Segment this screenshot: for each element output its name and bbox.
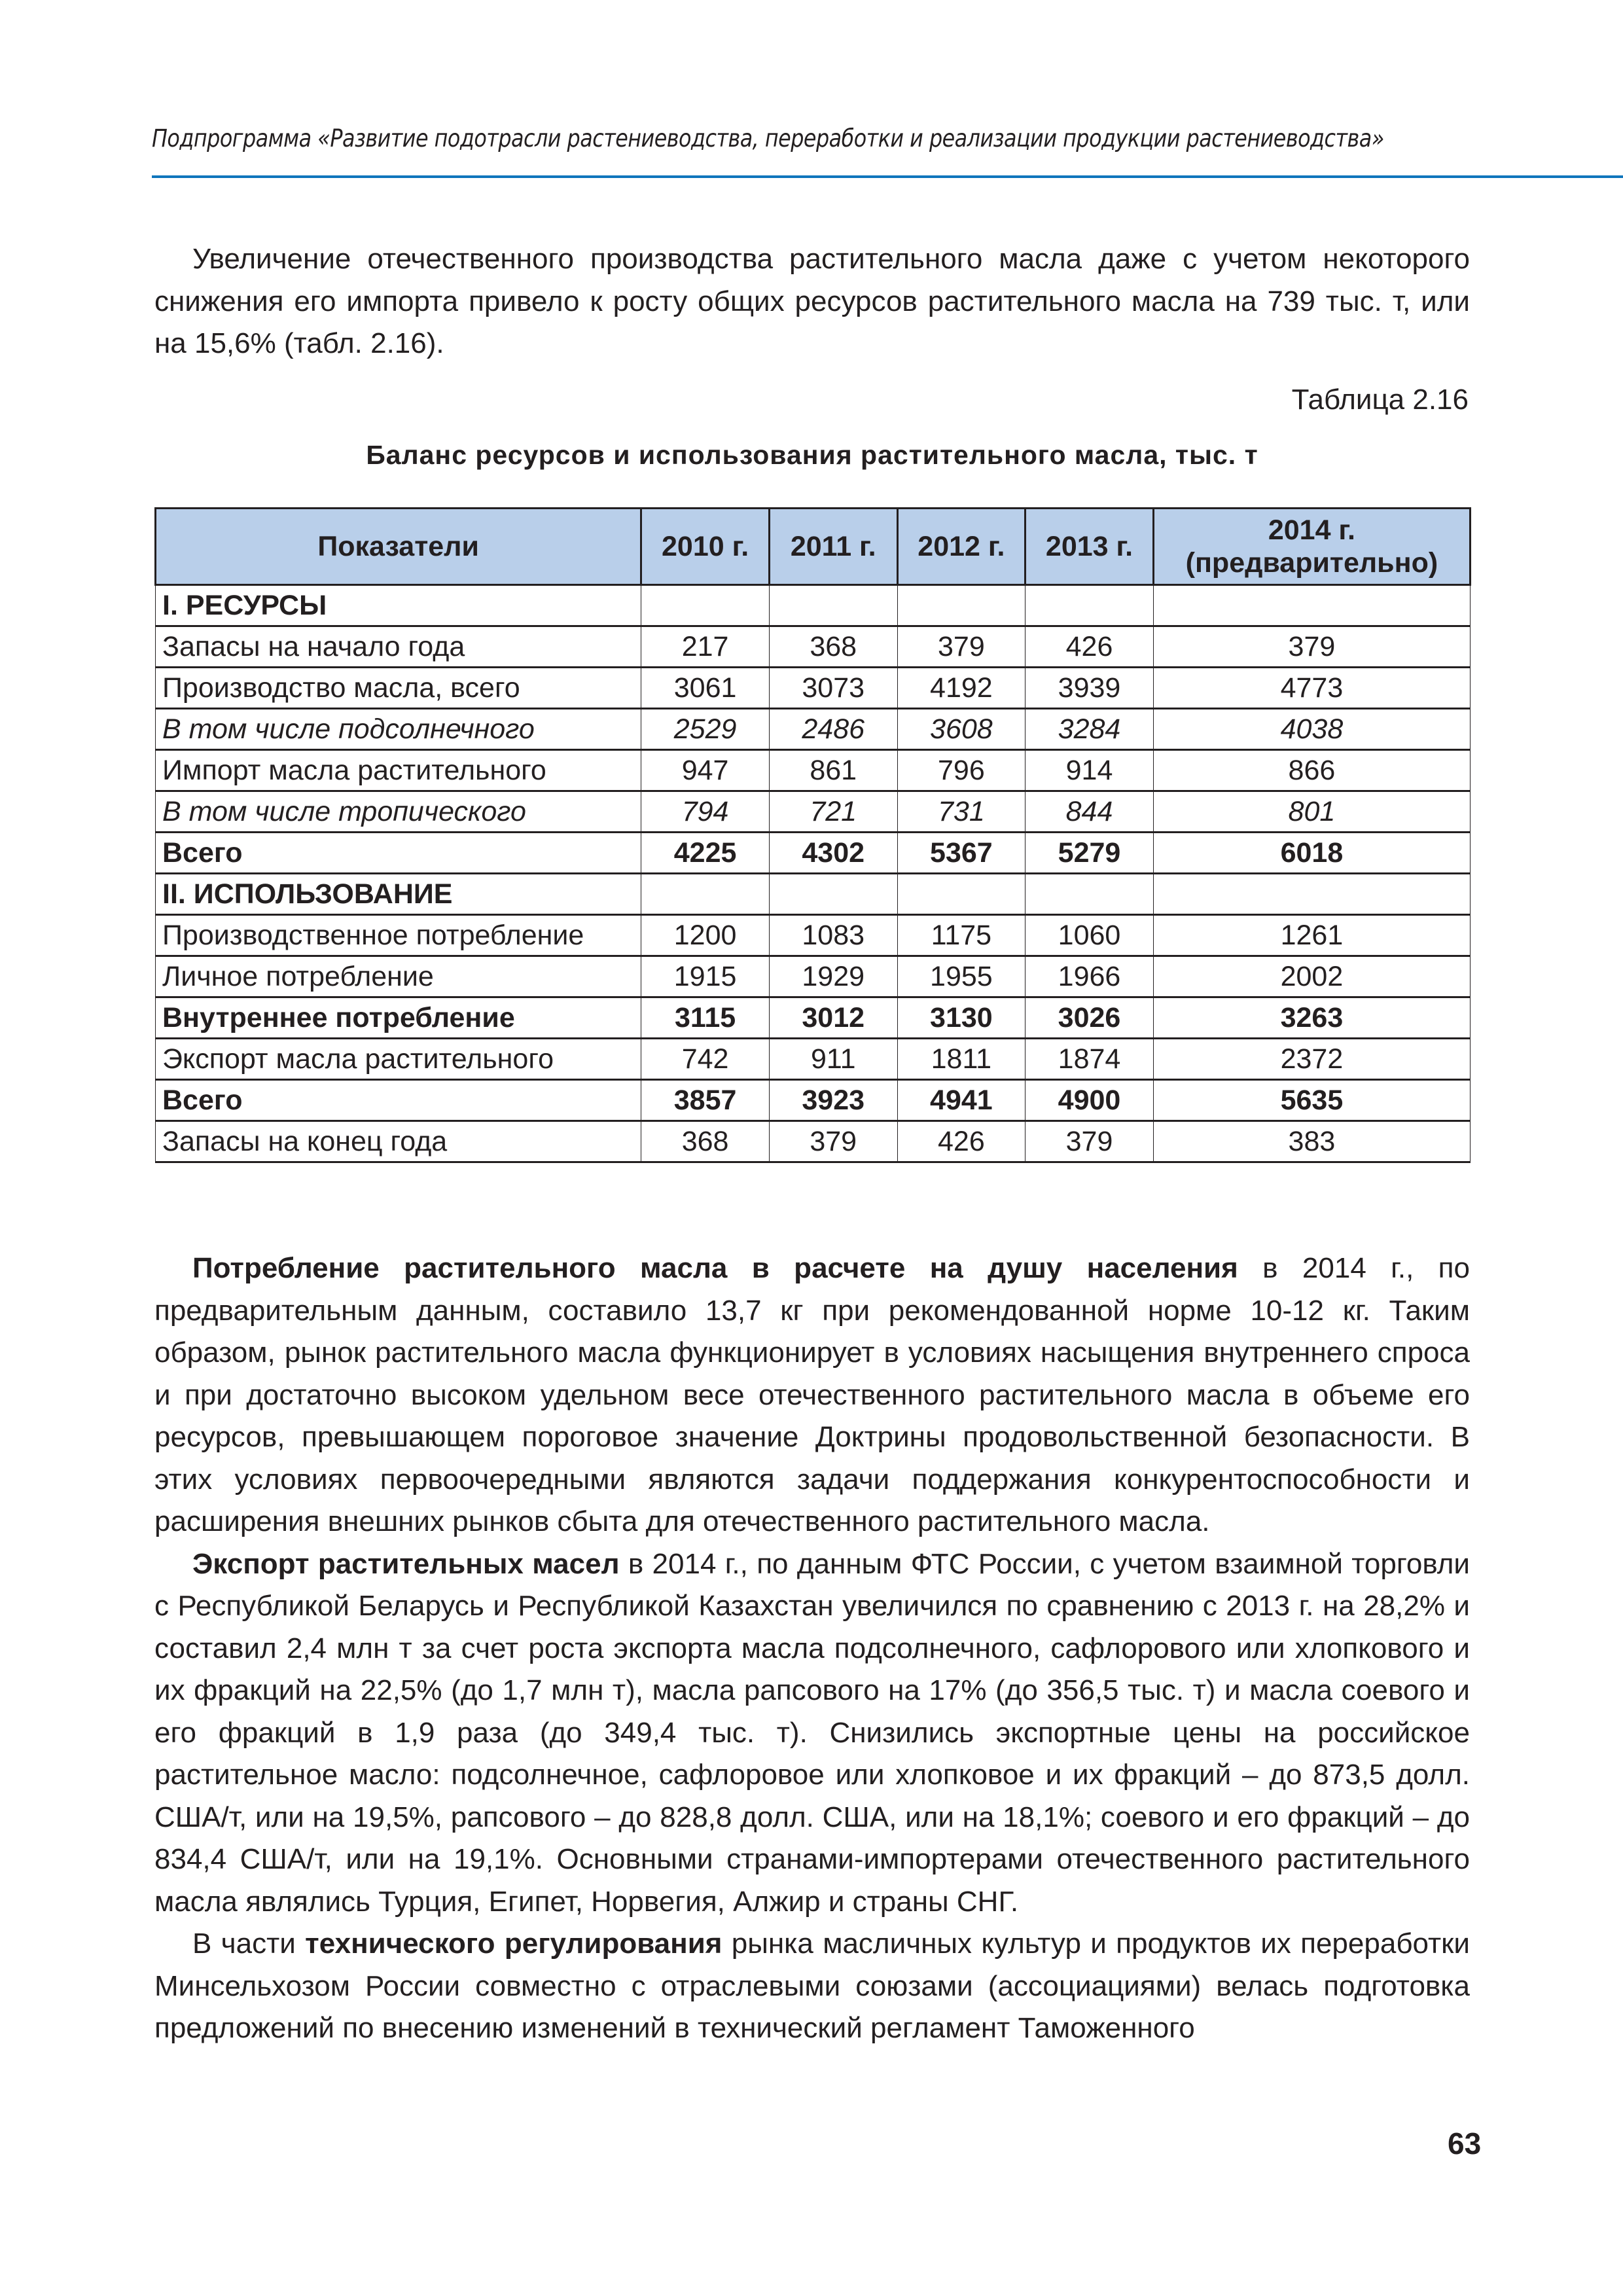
- cell-value: 1060: [1026, 915, 1154, 956]
- cell-value: 3012: [769, 997, 897, 1039]
- cell-value: 3284: [1026, 709, 1154, 750]
- cell-value: 3923: [769, 1080, 897, 1121]
- paragraph-regulation-pre: В части: [192, 1928, 306, 1960]
- intro-paragraph: Увеличение отечественного производства растительного масла даже с учетом некоторого снижения его импорта привело к росту общих ресурсов растительного масла на 739 тыс. т, или на 15,6% (табл. 2.16).: [154, 243, 1470, 359]
- cell-value: [1026, 874, 1154, 915]
- paragraph-export: [154, 1543, 1470, 1924]
- row-label: Производство масла, всего: [156, 668, 641, 709]
- table-row: [156, 585, 1471, 626]
- cell-value: 4941: [897, 1080, 1026, 1121]
- cell-value: 1261: [1153, 915, 1470, 956]
- cell-value: 5367: [897, 833, 1026, 874]
- cell-value: 379: [1026, 1121, 1154, 1162]
- cell-value: 2372: [1153, 1039, 1470, 1080]
- row-label: Импорт масла растительного: [156, 750, 641, 791]
- intro-section: [154, 238, 1470, 365]
- cell-value: 1966: [1026, 956, 1154, 997]
- cell-value: [769, 874, 897, 915]
- row-label: Запасы на начало года: [156, 626, 641, 668]
- paragraph-consumption-text: в 2014 г., по предварительным данным, составило 13,7 кг при рекомендованной норме 10-12 кг. Таким образом, рынок растительного масла функционирует в условиях насыщения внутреннего спроса и при достаточно высоком удельном весе отечественного растительного масла в объеме его ресурсов, превышающем пороговое значение Доктрины продовольственной безопасности. В этих условиях первоочередными являются задачи поддержания конкурентоспособности и расширения внешних рынков сбыта для отечественного растительного масла.: [154, 1252, 1470, 1537]
- table-row: [156, 1080, 1471, 1121]
- cell-value: 866: [1153, 750, 1470, 791]
- row-label: Всего: [156, 833, 641, 874]
- cell-value: 426: [897, 1121, 1026, 1162]
- table-row: [156, 626, 1471, 668]
- row-label: В том числе тропического: [156, 791, 641, 833]
- paragraph-export-lead: Экспорт растительных масел: [192, 1547, 620, 1580]
- row-label: В том числе подсолнечного: [156, 709, 641, 750]
- row-label: Личное потребление: [156, 956, 641, 997]
- cell-value: [897, 585, 1026, 626]
- paragraph-consumption-lead: Потребление растительного масла в расчете на душу населения: [192, 1252, 1238, 1284]
- cell-value: [769, 585, 897, 626]
- cell-value: [641, 874, 770, 915]
- cell-value: 1175: [897, 915, 1026, 956]
- cell-value: 1811: [897, 1039, 1026, 1080]
- cell-value: 861: [769, 750, 897, 791]
- cell-value: 2529: [641, 709, 770, 750]
- cell-value: 217: [641, 626, 770, 668]
- table-row: [156, 833, 1471, 874]
- cell-value: 947: [641, 750, 770, 791]
- column-header-2013: 2013 г.: [1026, 509, 1154, 585]
- cell-value: 3263: [1153, 997, 1470, 1039]
- running-header: Подпрограмма «Развитие подотрасли растениеводства, переработки и реализации продукции растениеводства»: [152, 124, 1384, 152]
- cell-value: 1200: [641, 915, 770, 956]
- cell-value: 379: [1153, 626, 1470, 668]
- cell-value: 368: [641, 1121, 770, 1162]
- paragraph-consumption: [154, 1247, 1470, 1543]
- cell-value: 3115: [641, 997, 770, 1039]
- cell-value: 4225: [641, 833, 770, 874]
- row-label: I. РЕСУРСЫ: [156, 585, 641, 626]
- cell-value: 742: [641, 1039, 770, 1080]
- cell-value: [1026, 585, 1154, 626]
- table-row: [156, 915, 1471, 956]
- cell-value: 1929: [769, 956, 897, 997]
- cell-value: 3130: [897, 997, 1026, 1039]
- cell-value: 426: [1026, 626, 1154, 668]
- cell-value: 794: [641, 791, 770, 833]
- cell-value: 5279: [1026, 833, 1154, 874]
- table-number-label: Таблица 2.16: [1291, 384, 1469, 416]
- column-header-2011: 2011 г.: [769, 509, 897, 585]
- cell-value: 4192: [897, 668, 1026, 709]
- cell-value: 3073: [769, 668, 897, 709]
- paragraph-regulation-lead: технического регулирования: [305, 1928, 722, 1960]
- cell-value: 1915: [641, 956, 770, 997]
- cell-value: 3857: [641, 1080, 770, 1121]
- table-row: [156, 874, 1471, 915]
- cell-value: [897, 874, 1026, 915]
- column-header-2012: 2012 г.: [897, 509, 1026, 585]
- cell-value: 383: [1153, 1121, 1470, 1162]
- header-rule: [152, 175, 1623, 178]
- cell-value: 1874: [1026, 1039, 1154, 1080]
- column-header-indicators: Показатели: [156, 509, 641, 585]
- cell-value: 4900: [1026, 1080, 1154, 1121]
- table-row: [156, 668, 1471, 709]
- cell-value: 379: [769, 1121, 897, 1162]
- cell-value: 368: [769, 626, 897, 668]
- table-row: [156, 1039, 1471, 1080]
- table-row: [156, 997, 1471, 1039]
- table-row: [156, 709, 1471, 750]
- table-row: [156, 750, 1471, 791]
- cell-value: [1153, 874, 1470, 915]
- cell-value: 3608: [897, 709, 1026, 750]
- table-header-row: [156, 509, 1471, 585]
- cell-value: 5635: [1153, 1080, 1470, 1121]
- cell-value: 6018: [1153, 833, 1470, 874]
- cell-value: 4773: [1153, 668, 1470, 709]
- table-row: [156, 1121, 1471, 1162]
- cell-value: 379: [897, 626, 1026, 668]
- cell-value: 3061: [641, 668, 770, 709]
- row-label: II. ИСПОЛЬЗОВАНИЕ: [156, 874, 641, 915]
- cell-value: 2002: [1153, 956, 1470, 997]
- table-row: [156, 956, 1471, 997]
- cell-value: 3939: [1026, 668, 1154, 709]
- cell-value: 1955: [897, 956, 1026, 997]
- cell-value: [641, 585, 770, 626]
- cell-value: 731: [897, 791, 1026, 833]
- cell-value: 911: [769, 1039, 897, 1080]
- paragraph-export-text: в 2014 г., по данным ФТС России, с учетом взаимной торговли с Республикой Беларусь и Республикой Казахстан увеличился по сравнению с 2013 г. на 28,2% и составил 2,4 млн т за счет роста экспорта масла подсолнечного, сафлорового или хлопкового и их фракций на 22,5% (до 1,7 млн т), масла рапсового на 17% (до 356,5 тыс. т) и масла соевого и его фракций в 1,9 раза (до 349,4 тыс. т). Снизились экспортные цены на российское растительное масло: подсолнечное, сафлоровое или хлопковое и их фракций – до 873,5 долл. США/т, или на 19,5%, рапсового – до 828,8 долл. США, или на 18,1%; соевого и его фракций – до 834,4 США/т, или на 19,1%. Основными странами-импортерами отечественного растительного масла являлись Турция, Египет, Норвегия, Алжир и страны СНГ.: [154, 1547, 1471, 1918]
- cell-value: 721: [769, 791, 897, 833]
- row-label: Внутреннее потребление: [156, 997, 641, 1039]
- row-label: Всего: [156, 1080, 641, 1121]
- row-label: Экспорт масла растительного: [156, 1039, 641, 1080]
- balance-table: [154, 507, 1471, 1163]
- cell-value: 4302: [769, 833, 897, 874]
- table-row: [156, 791, 1471, 833]
- cell-value: 844: [1026, 791, 1154, 833]
- column-header-2014-note: (предварительно): [1185, 547, 1438, 579]
- cell-value: 4038: [1153, 709, 1470, 750]
- cell-value: 2486: [769, 709, 897, 750]
- row-label: Запасы на конец года: [156, 1121, 641, 1162]
- paragraph-regulation-text: рынка масличных культур и продуктов их переработки Минсельхозом России совместно с отраслевыми союзами (ассоциациями) велась подготовка предложений по внесению изменений в технический регламент Таможенного: [154, 1928, 1471, 2044]
- cell-value: 914: [1026, 750, 1154, 791]
- cell-value: 3026: [1026, 997, 1154, 1039]
- column-header-2014: [1153, 509, 1470, 585]
- cell-value: 796: [897, 750, 1026, 791]
- cell-value: 1083: [769, 915, 897, 956]
- body-text: [154, 1247, 1470, 2050]
- cell-value: [1153, 585, 1470, 626]
- row-label: Производственное потребление: [156, 915, 641, 956]
- table-title: Баланс ресурсов и использования растительного масла, тыс. т: [366, 440, 1258, 470]
- paragraph-regulation: [154, 1923, 1470, 2050]
- cell-value: 801: [1153, 791, 1470, 833]
- page-number: 63: [1448, 2126, 1482, 2161]
- column-header-2014-year: 2014 г.: [1268, 514, 1355, 546]
- column-header-2010: 2010 г.: [641, 509, 770, 585]
